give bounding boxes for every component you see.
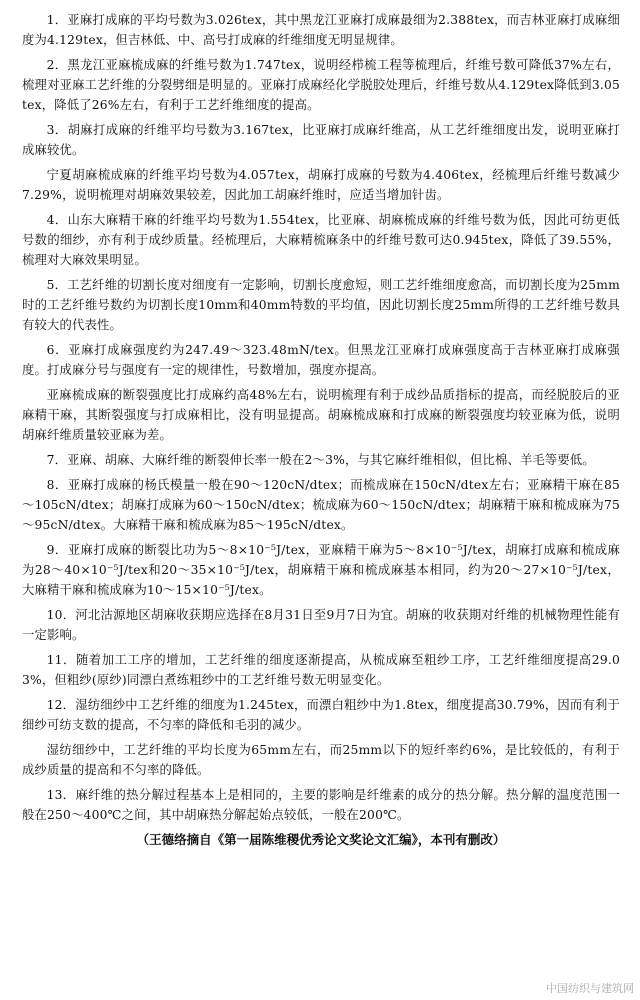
paragraph-11: 11．随着加工工序的增加，工艺纤维的细度逐渐提高，从梳成麻至粗纱工序，工艺纤维细度提高29.03%，但粗纱(原纱)同漂白煮练粗纱中的工艺纤维号数无明显变化。: [22, 653, 620, 687]
paragraph-2: 2．黑龙江亚麻梳成麻的纤维号数为1.747tex，说明经栉梳工程等梳理后，纤维号数可降低37%左右，梳理对亚麻工艺纤维的分裂劈细是明显的。亚麻打成麻经化学脱胶处理后，纤维号数从4.129tex降低到3.05tex，降低了26%左右，有利于工艺纤维细度的提高。: [22, 58, 620, 112]
paragraph-6: 6．亚麻打成麻强度约为247.49～323.48mN/tex。但黑龙江亚麻打成麻强度高于吉林亚麻打成麻强度。打成麻分号与强度有一定的规律性，号数增加，强度亦提高。: [22, 343, 620, 377]
paragraph-8: 8．亚麻打成麻的杨氏模量一般在90～120cN/dtex；而梳成麻在150cN/dtex左右；亚麻精干麻在85～105cN/dtex；胡麻打成麻为60～150cN/dtex；梳成麻为60～150cN/dtex；胡麻精干麻和梳成麻为75～95cN/dtex。大麻精干麻和梳成麻为85～195cN/dtex。: [22, 478, 620, 532]
paragraph-4: 4．山东大麻精干麻的纤维平均号数为1.554tex，比亚麻、胡麻梳成麻的纤维号数为低，因此可纺更低号数的细纱，亦有利于成纱质量。经梳理后，大麻精梳麻条中的纤维号数可达0.945tex，降低了39.55%，梳理对大麻效果明显。: [22, 213, 620, 267]
paragraph-5: 5．工艺纤维的切割长度对细度有一定影响，切割长度愈短，则工艺纤维细度愈高，而切割长度为25mm时的工艺纤维号数约为切割长度10mm和40mm特数的平均值，因此切割长度25mm所得的工艺纤维号数具有较大的代表性。: [22, 278, 620, 332]
paragraph-10: 10．河北沽源地区胡麻收获期应选择在8月31日至9月7日为宜。胡麻的收获期对纤维的机械物理性能有一定影响。: [22, 608, 620, 642]
paragraph-6-note: 亚麻梳成麻的断裂强度比打成麻约高48%左右，说明梳理有利于成纱品质指标的提高，而经脱胶后的亚麻精干麻，其断裂强度与打成麻相比，没有明显提高。胡麻梳成麻和打成麻的断裂强度均较亚麻为低，说明胡麻纤维质量较亚麻为差。: [22, 388, 620, 442]
paragraph-3: 3．胡麻打成麻的纤维平均号数为3.167tex，比亚麻打成麻纤维高，从工艺纤维细度出发，说明亚麻打成麻较优。: [22, 123, 620, 157]
paragraph-13: 13．麻纤维的热分解过程基本上是相同的，主要的影响是纤维素的成分的热分解。热分解的温度范围一般在250～400℃之间，其中胡麻热分解起始点较低，一般在200℃。: [22, 788, 620, 822]
paragraph-9: 9．亚麻打成麻的断裂比功为5～8×10⁻⁵J/tex，亚麻精干麻为5～8×10⁻⁵J/tex，胡麻打成麻和梳成麻为28～40×10⁻⁵J/tex和20～35×10⁻⁵J/tex，胡麻精干麻和梳成麻基本相同，约为20～27×10⁻⁵J/tex，大麻精干麻和梳成麻为10～15×10⁻⁵J/tex。: [22, 543, 620, 597]
paragraph-1: 1．亚麻打成麻的平均号数为3.026tex，其中黑龙江亚麻打成麻最细为2.388tex，而吉林亚麻打成麻细度为4.129tex，但吉林低、中、高号打成麻的纤维细度无明显规律。: [22, 13, 620, 47]
source-note: （王德络摘自《第一届陈维稷优秀论文奖论文汇编》，本刊有删改）: [136, 832, 506, 847]
paragraph-12: 12．湿纺细纱中工艺纤维的细度为1.245tex，而漂白粗纱中为1.8tex，细度提高30.79%，因而有利于细纱可纺支数的提高，不匀率的降低和毛羽的减少。: [22, 698, 620, 732]
paragraph-12-note: 湿纺细纱中，工艺纤维的平均长度为65mm左右，而25mm以下的短纤率约6%，是比较低的，有利于成纱质量的提高和不匀率的降低。: [22, 743, 620, 777]
paragraph-7: 7．亚麻、胡麻、大麻纤维的断裂伸长率一般在2～3%，与其它麻纤维相似，但比棉、羊毛等要低。: [46, 453, 595, 467]
watermark: 中国纺织与建筑网: [546, 982, 634, 995]
paragraph-3-note: 宁夏胡麻梳成麻的纤维平均号数为4.057tex，胡麻打成麻的号数为4.406tex，经梳理后纤维号数减少7.29%，说明梳理对胡麻效果较差，因此加工胡麻纤维时，应适当增加针齿。: [22, 168, 620, 202]
